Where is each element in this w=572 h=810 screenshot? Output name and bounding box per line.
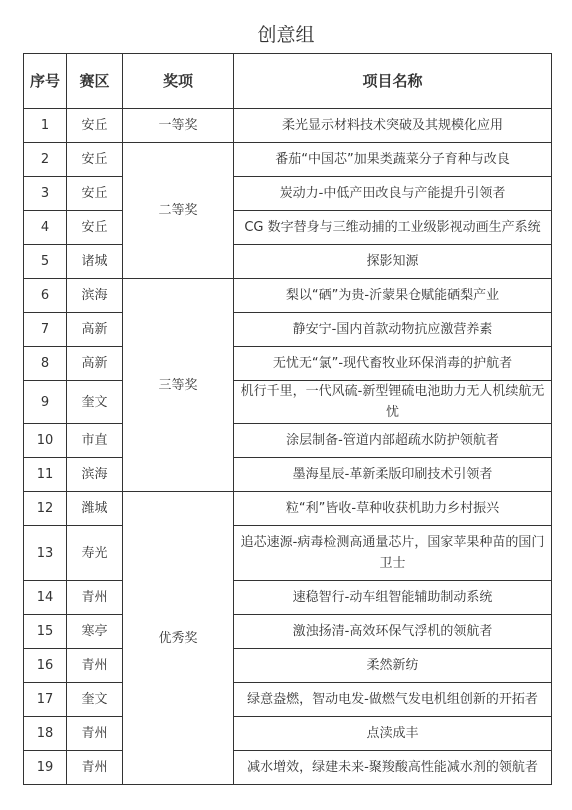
- row-no: 4: [24, 211, 67, 245]
- row-project: 柔光显示材料技术突破及其规模化应用: [234, 109, 552, 143]
- row-project: 炭动力-中低产田改良与产能提升引领者: [234, 177, 552, 211]
- header-row: [24, 54, 552, 109]
- row-region: 高新: [67, 313, 123, 347]
- award-second: 二等奖: [123, 143, 234, 279]
- row-project: 墨海星辰-革新柔版印刷技术引领者: [234, 458, 552, 492]
- row-no: 6: [24, 279, 67, 313]
- table-row: [24, 717, 552, 751]
- award-table: [23, 53, 552, 785]
- row-no: 9: [24, 381, 67, 424]
- row-region: 青州: [67, 649, 123, 683]
- row-project: 梨以“硒”为贵-沂蒙果仓赋能硒梨产业: [234, 279, 552, 313]
- row-project: 番茄“中国芯”加果类蔬菜分子育种与改良: [234, 143, 552, 177]
- row-no: 16: [24, 649, 67, 683]
- row-no: 11: [24, 458, 67, 492]
- row-project: 点渎成丰: [234, 717, 552, 751]
- row-region: 奎文: [67, 683, 123, 717]
- table-row: [24, 279, 552, 313]
- row-region: 高新: [67, 347, 123, 381]
- row-region: 青州: [67, 581, 123, 615]
- row-region: 青州: [67, 751, 123, 785]
- header-award: 奖项: [123, 54, 234, 109]
- header-project: 项目名称: [234, 54, 552, 109]
- row-no: 1: [24, 109, 67, 143]
- row-region: 滨海: [67, 279, 123, 313]
- row-no: 10: [24, 424, 67, 458]
- row-no: 5: [24, 245, 67, 279]
- row-region: 安丘: [67, 211, 123, 245]
- row-region: 寿光: [67, 526, 123, 581]
- table-row: [24, 581, 552, 615]
- table-row: [24, 211, 552, 245]
- row-no: 17: [24, 683, 67, 717]
- award-excellent: 优秀奖: [123, 492, 234, 785]
- table-row: [24, 424, 552, 458]
- row-region: 安丘: [67, 109, 123, 143]
- row-region: 安丘: [67, 177, 123, 211]
- table-row: [24, 109, 552, 143]
- row-project: 无忧无“氯”-现代畜牧业环保消毒的护航者: [234, 347, 552, 381]
- row-project: 追芯速源-病毒检测高通量芯片，国家苹果种苗的国门卫士: [234, 526, 552, 581]
- table-row: [24, 245, 552, 279]
- table-row: [24, 526, 552, 581]
- row-no: 3: [24, 177, 67, 211]
- header-region: 赛区: [67, 54, 123, 109]
- row-no: 8: [24, 347, 67, 381]
- row-region: 市直: [67, 424, 123, 458]
- award-third: 三等奖: [123, 279, 234, 492]
- table-row: [24, 313, 552, 347]
- row-no: 7: [24, 313, 67, 347]
- table-row: [24, 751, 552, 785]
- row-no: 19: [24, 751, 67, 785]
- row-project: 粒“利”皆收-草种收获机助力乡村振兴: [234, 492, 552, 526]
- row-region: 寒亭: [67, 615, 123, 649]
- table-row: [24, 458, 552, 492]
- row-no: 14: [24, 581, 67, 615]
- row-region: 潍城: [67, 492, 123, 526]
- row-no: 12: [24, 492, 67, 526]
- row-region: 青州: [67, 717, 123, 751]
- table-title: 创意组: [257, 24, 315, 46]
- row-project: CG 数字替身与三维动捕的工业级影视动画生产系统: [234, 211, 552, 245]
- row-region: 安丘: [67, 143, 123, 177]
- table-row: [24, 615, 552, 649]
- table-row: [24, 347, 552, 381]
- row-project: 涂层制备-管道内部超疏水防护领航者: [234, 424, 552, 458]
- row-region: 诸城: [67, 245, 123, 279]
- row-project: 探影知源: [234, 245, 552, 279]
- header-no: 序号: [24, 54, 67, 109]
- table-row: [24, 649, 552, 683]
- table-row: [24, 492, 552, 526]
- row-project: 柔然新纺: [234, 649, 552, 683]
- table-row: [24, 177, 552, 211]
- table-row: [24, 683, 552, 717]
- row-region: 奎文: [67, 381, 123, 424]
- row-project: 激浊扬清-高效环保气浮机的领航者: [234, 615, 552, 649]
- row-project: 静安宁-国内首款动物抗应激营养素: [234, 313, 552, 347]
- row-project: 绿意盎燃，智动电发-做燃气发电机组创新的开拓者: [234, 683, 552, 717]
- row-project: 速稳智行-动车组智能辅助制动系统: [234, 581, 552, 615]
- row-no: 15: [24, 615, 67, 649]
- row-region: 滨海: [67, 458, 123, 492]
- row-no: 2: [24, 143, 67, 177]
- row-project: 减水增效，绿建未来-聚羧酸高性能减水剂的领航者: [234, 751, 552, 785]
- row-project: 机行千里，一代风硫-新型锂硫电池助力无人机续航无忧: [234, 381, 552, 424]
- row-no: 13: [24, 526, 67, 581]
- row-no: 18: [24, 717, 67, 751]
- table-row: [24, 381, 552, 424]
- award-first: 一等奖: [123, 109, 234, 143]
- table-row: [24, 143, 552, 177]
